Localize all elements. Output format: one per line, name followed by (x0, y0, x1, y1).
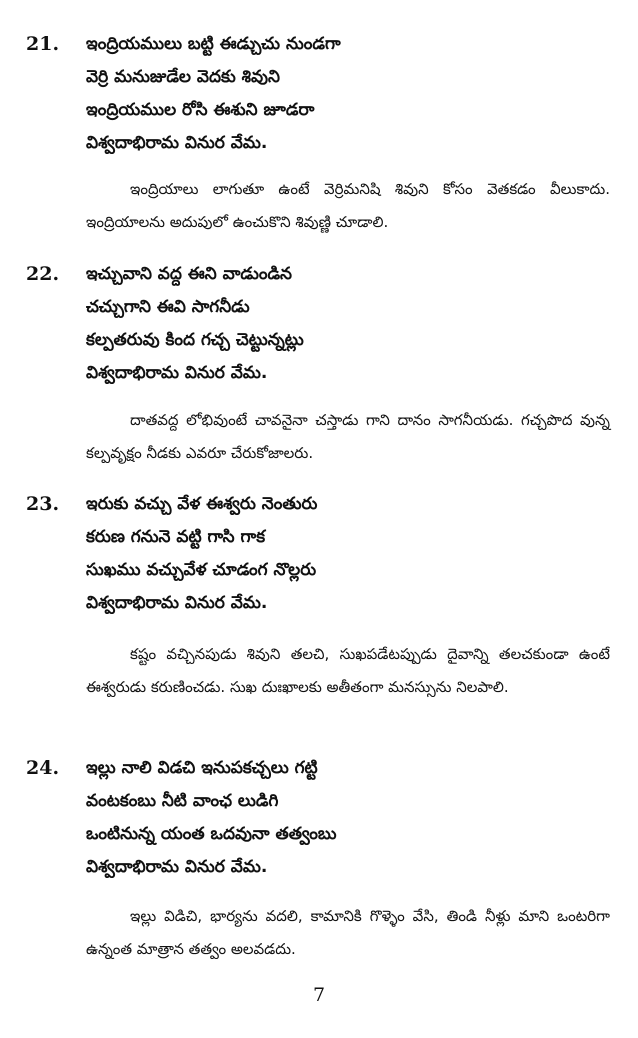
verse-line: ఇంద్రియముల రోసి ఈశుని జూడరా (86, 100, 315, 120)
verse-line: ఇచ్చువాని వద్ద ఈని వాడుండిన (86, 264, 292, 284)
verse-line: కల్పతరువు కింద గచ్చ చెట్టున్నట్లు (86, 330, 304, 350)
verse-line: విశ్వదాభిరామ వినుర వేమ. (86, 133, 268, 153)
verse-line: కరుణ గనునె వట్టి గాసి గాక (86, 527, 266, 547)
verse-line: ఇల్లు నాలి విడచి ఇనుపకచ్చలు గట్టి (86, 758, 318, 778)
verse-text (86, 752, 616, 884)
verse-meaning: ఇల్లు విడిచి, భార్యను వదలి, కామానికి గొళ్ళెం వేసి, తిండి నీళ్లు మాని ఒంటరిగా ఉన్నంత మాత్రాన తత్వం అలవడదు. (86, 907, 610, 958)
verse-number: 21. (26, 33, 60, 55)
verse-line: ఇంద్రియములు బట్టి ఈడ్చుచు నుండగా (86, 34, 341, 54)
verse-line: చచ్చుగాని ఈవి సాగనీడు (86, 297, 250, 317)
verse-number: 22. (26, 263, 60, 285)
verse-line: విశ్వదాభిరామ వినుర వేమ. (86, 857, 268, 877)
verse-number: 23. (26, 493, 60, 515)
verse-line: వెర్రి మనుజుడేల వెదకు శివుని (86, 67, 280, 87)
verse-meaning: దాతవద్ద లోభివుంటే చావనైనా చస్తాడు గాని దానం సాగనీయడు. గచ్చపొద వున్న కల్పవృక్షం నీడకు ఎవరూ చేరుకోజాలరు. (86, 411, 610, 462)
verse-line: ఇరుకు వచ్చు వేళ ఈశ్వరు నెంతురు (86, 494, 318, 514)
verse-text (86, 488, 616, 620)
verse-meaning: ఇంద్రియాలు లాగుతూ ఉంటే వెర్రిమనిషి శివుని కోసం వెతకడం వీలుకాదు. ఇంద్రియాలను అదుపులో ఉంచుకొని శివుణ్ణి చూడాలి. (86, 180, 610, 231)
verse-meaning: కష్టం వచ్చినపుడు శివుని తలచి, సుఖపడేటప్పుడు దైవాన్ని తలచకుండా ఉంటే ఈశ్వరుడు కరుణించడు. సుఖ దుఃఖాలకు అతీతంగా మనస్సును నిలపాలి. (86, 645, 610, 696)
verse-line: ఒంటినున్న యంత ఒదవునా తత్వంబు (86, 824, 337, 844)
page-number: 7 (312, 984, 326, 1006)
verse-line: సుఖము వచ్చువేళ చూడంగ నొల్లరు (86, 560, 317, 580)
verse-line: విశ్వదాభిరామ వినుర వేమ. (86, 363, 268, 383)
verse-text (86, 28, 616, 160)
verse-line: విశ్వదాభిరామ వినుర వేమ. (86, 593, 268, 613)
verse-number: 24. (26, 757, 60, 779)
verse-line: వంటకంబు నీటి వాంఛ లుడిగి (86, 791, 279, 811)
verse-text (86, 258, 616, 390)
